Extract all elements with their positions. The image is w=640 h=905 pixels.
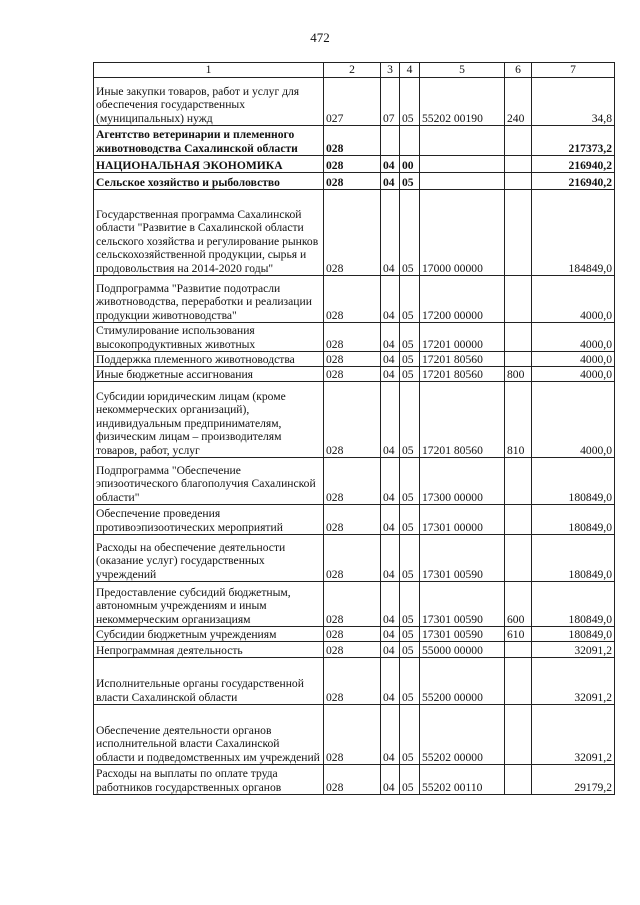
row-section-code: 04 — [381, 642, 400, 658]
row-amount: 4000,0 — [532, 352, 615, 367]
row-ministry-code: 028 — [324, 367, 381, 382]
row-expense-type — [505, 190, 532, 276]
row-ministry-code: 028 — [324, 705, 381, 765]
row-name: Субсидии юридическим лицам (кроме некоммерческих организаций), индивидуальным предпринимателям, физическим лицам – производителям товаров, работ, услуг — [94, 382, 324, 458]
row-subsection-code: 05 — [400, 458, 420, 505]
row-subsection-code: 05 — [400, 367, 420, 382]
row-section-code: 04 — [381, 323, 400, 352]
row-name: Непрограммная деятельность — [94, 642, 324, 658]
row-expense-type: 240 — [505, 78, 532, 126]
row-amount: 29179,2 — [532, 765, 615, 795]
row-expense-type — [505, 458, 532, 505]
row-section-code: 04 — [381, 352, 400, 367]
row-expense-type — [505, 126, 532, 156]
row-target-code: 55202 00110 — [420, 765, 505, 795]
row-amount: 217373,2 — [532, 126, 615, 156]
row-amount: 4000,0 — [532, 276, 615, 323]
budget-table — [93, 62, 615, 795]
row-section-code: 04 — [381, 173, 400, 190]
row-expense-type — [505, 173, 532, 190]
row-target-code — [420, 156, 505, 173]
row-section-code: 04 — [381, 705, 400, 765]
row-amount: 32091,2 — [532, 658, 615, 705]
table-header-row — [94, 63, 615, 78]
row-subsection-code — [400, 126, 420, 156]
row-subsection-code: 05 — [400, 658, 420, 705]
row-name: Государственная программа Сахалинской области "Развитие в Сахалинской области сельского хозяйства и регулирование рынков сельскохозяйственной продукции, сырья и продовольствия на 2014-2020 годы" — [94, 190, 324, 276]
row-expense-type — [505, 765, 532, 795]
table-row — [94, 642, 615, 658]
row-target-code: 17300 00000 — [420, 458, 505, 505]
row-subsection-code: 05 — [400, 78, 420, 126]
row-expense-type — [505, 156, 532, 173]
row-expense-type — [505, 705, 532, 765]
table-row — [94, 505, 615, 535]
header-col-2: 2 — [324, 63, 381, 78]
row-target-code: 17201 80560 — [420, 382, 505, 458]
row-ministry-code: 028 — [324, 627, 381, 642]
row-target-code: 17301 00000 — [420, 505, 505, 535]
row-amount: 4000,0 — [532, 382, 615, 458]
row-subsection-code: 05 — [400, 276, 420, 323]
row-ministry-code: 028 — [324, 765, 381, 795]
row-subsection-code: 05 — [400, 352, 420, 367]
row-section-code: 04 — [381, 458, 400, 505]
row-section-code: 04 — [381, 276, 400, 323]
row-ministry-code: 028 — [324, 582, 381, 627]
row-ministry-code: 028 — [324, 352, 381, 367]
row-ministry-code: 028 — [324, 658, 381, 705]
row-name: Стимулирование использования высокопродуктивных животных — [94, 323, 324, 352]
header-col-4: 4 — [400, 63, 420, 78]
row-section-code: 04 — [381, 367, 400, 382]
row-expense-type — [505, 505, 532, 535]
table-row — [94, 190, 615, 276]
header-col-1: 1 — [94, 63, 324, 78]
row-subsection-code: 05 — [400, 323, 420, 352]
table-row — [94, 705, 615, 765]
row-subsection-code: 05 — [400, 535, 420, 582]
row-ministry-code: 027 — [324, 78, 381, 126]
row-target-code: 55000 00000 — [420, 642, 505, 658]
row-amount: 180849,0 — [532, 582, 615, 627]
row-section-code: 04 — [381, 156, 400, 173]
table-row — [94, 276, 615, 323]
row-name: Обеспечение проведения противоэпизоотических мероприятий — [94, 505, 324, 535]
header-col-5: 5 — [420, 63, 505, 78]
row-ministry-code: 028 — [324, 505, 381, 535]
header-col-6: 6 — [505, 63, 532, 78]
row-name: Расходы на выплаты по оплате труда работников государственных органов — [94, 765, 324, 795]
row-amount: 180849,0 — [532, 458, 615, 505]
row-subsection-code: 05 — [400, 173, 420, 190]
row-amount: 216940,2 — [532, 156, 615, 173]
row-target-code: 17201 80560 — [420, 367, 505, 382]
row-name: Подпрограмма "Развитие подотрасли животноводства, переработки и реализации продукции животноводства" — [94, 276, 324, 323]
row-amount: 184849,0 — [532, 190, 615, 276]
row-ministry-code: 028 — [324, 535, 381, 582]
row-expense-type: 800 — [505, 367, 532, 382]
row-target-code: 17301 00590 — [420, 627, 505, 642]
table-row — [94, 582, 615, 627]
row-target-code: 55202 00000 — [420, 705, 505, 765]
row-subsection-code: 05 — [400, 582, 420, 627]
row-expense-type: 610 — [505, 627, 532, 642]
row-target-code: 17201 80560 — [420, 352, 505, 367]
row-name: Обеспечение деятельности органов исполнительной власти Сахалинской области и подведомственных им учреждений — [94, 705, 324, 765]
row-target-code: 17000 00000 — [420, 190, 505, 276]
row-target-code: 17200 00000 — [420, 276, 505, 323]
row-expense-type — [505, 658, 532, 705]
row-name: Сельское хозяйство и рыболовство — [94, 173, 324, 190]
row-expense-type — [505, 276, 532, 323]
table-row — [94, 126, 615, 156]
row-target-code: 17301 00590 — [420, 535, 505, 582]
table-row — [94, 627, 615, 642]
row-section-code: 04 — [381, 582, 400, 627]
row-target-code — [420, 126, 505, 156]
row-target-code: 55202 00190 — [420, 78, 505, 126]
row-ministry-code: 028 — [324, 126, 381, 156]
row-ministry-code: 028 — [324, 156, 381, 173]
row-section-code: 07 — [381, 78, 400, 126]
row-subsection-code: 05 — [400, 382, 420, 458]
table-row — [94, 156, 615, 173]
table-row — [94, 382, 615, 458]
row-amount: 216940,2 — [532, 173, 615, 190]
table-row — [94, 458, 615, 505]
header-col-3: 3 — [381, 63, 400, 78]
row-name: Предоставление субсидий бюджетным, автономным учреждениям и иным некоммерческим организациям — [94, 582, 324, 627]
row-subsection-code: 05 — [400, 627, 420, 642]
row-ministry-code: 028 — [324, 173, 381, 190]
row-name: Иные закупки товаров, работ и услуг для обеспечения государственных (муниципальных) нужд — [94, 78, 324, 126]
row-amount: 32091,2 — [532, 705, 615, 765]
header-col-7: 7 — [532, 63, 615, 78]
row-target-code: 17301 00590 — [420, 582, 505, 627]
table-row — [94, 78, 615, 126]
row-section-code: 04 — [381, 658, 400, 705]
row-ministry-code: 028 — [324, 190, 381, 276]
row-ministry-code: 028 — [324, 323, 381, 352]
row-section-code: 04 — [381, 765, 400, 795]
row-amount: 32091,2 — [532, 642, 615, 658]
row-expense-type: 600 — [505, 582, 532, 627]
row-target-code — [420, 173, 505, 190]
row-expense-type: 810 — [505, 382, 532, 458]
row-name: Исполнительные органы государственной власти Сахалинской области — [94, 658, 324, 705]
table-row — [94, 352, 615, 367]
row-subsection-code: 05 — [400, 505, 420, 535]
row-section-code: 04 — [381, 382, 400, 458]
row-ministry-code: 028 — [324, 642, 381, 658]
row-ministry-code: 028 — [324, 276, 381, 323]
table-row — [94, 535, 615, 582]
table-row — [94, 765, 615, 795]
table-row — [94, 367, 615, 382]
row-amount: 180849,0 — [532, 535, 615, 582]
row-name: НАЦИОНАЛЬНАЯ ЭКОНОМИКА — [94, 156, 324, 173]
row-section-code: 04 — [381, 505, 400, 535]
row-subsection-code: 05 — [400, 765, 420, 795]
table-row — [94, 658, 615, 705]
row-section-code: 04 — [381, 535, 400, 582]
row-target-code: 55200 00000 — [420, 658, 505, 705]
row-amount: 34,8 — [532, 78, 615, 126]
row-subsection-code: 00 — [400, 156, 420, 173]
row-expense-type — [505, 535, 532, 582]
row-ministry-code: 028 — [324, 382, 381, 458]
row-section-code — [381, 126, 400, 156]
row-name: Иные бюджетные ассигнования — [94, 367, 324, 382]
row-subsection-code: 05 — [400, 705, 420, 765]
row-name: Поддержка племенного животноводства — [94, 352, 324, 367]
row-amount: 180849,0 — [532, 627, 615, 642]
row-name: Расходы на обеспечение деятельности (оказание услуг) государственных учреждений — [94, 535, 324, 582]
row-amount: 4000,0 — [532, 367, 615, 382]
row-section-code: 04 — [381, 627, 400, 642]
row-name: Агентство ветеринарии и племенного животноводства Сахалинской области — [94, 126, 324, 156]
row-ministry-code: 028 — [324, 458, 381, 505]
table-row — [94, 323, 615, 352]
row-expense-type — [505, 352, 532, 367]
row-amount: 180849,0 — [532, 505, 615, 535]
row-expense-type — [505, 642, 532, 658]
row-expense-type — [505, 323, 532, 352]
table-row — [94, 173, 615, 190]
row-section-code: 04 — [381, 190, 400, 276]
page-number: 472 — [310, 30, 330, 45]
row-name: Подпрограмма "Обеспечение эпизоотического благополучия Сахалинской области" — [94, 458, 324, 505]
row-target-code: 17201 00000 — [420, 323, 505, 352]
row-subsection-code: 05 — [400, 642, 420, 658]
row-name: Субсидии бюджетным учреждениям — [94, 627, 324, 642]
row-subsection-code: 05 — [400, 190, 420, 276]
row-amount: 4000,0 — [532, 323, 615, 352]
